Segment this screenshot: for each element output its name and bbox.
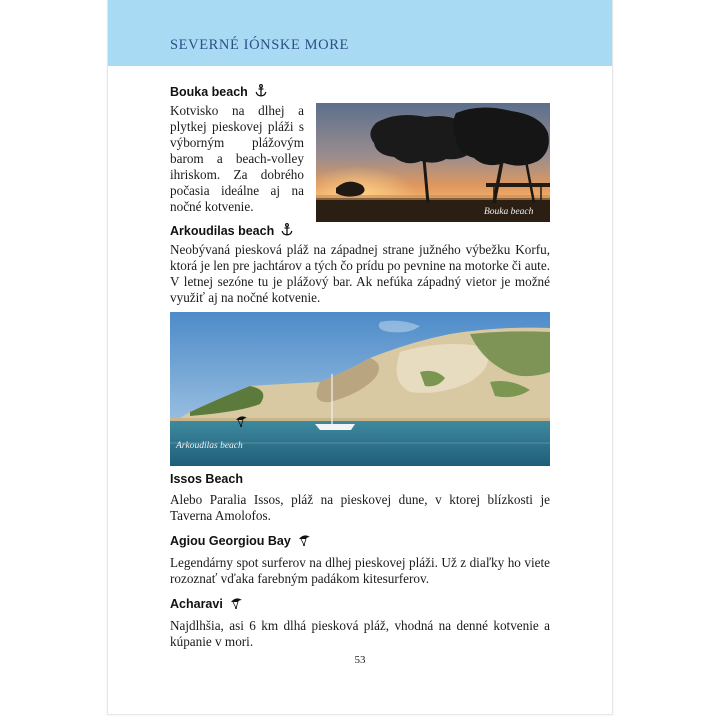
header-band xyxy=(108,0,612,66)
heading-label: Bouka beach xyxy=(170,85,248,99)
section-heading-bouka xyxy=(170,84,267,100)
section-heading-arkoudilas xyxy=(170,223,293,239)
section-heading-agiou-georgiou xyxy=(170,534,311,549)
page-number: 53 xyxy=(354,654,366,666)
kitesurf-icon xyxy=(235,414,248,432)
photo-bouka-beach xyxy=(316,103,550,222)
chapter-title: SEVERNÉ IÓNSKE MORE xyxy=(170,37,349,53)
photo-caption-arkoudilas: Arkoudilas beach xyxy=(176,441,243,451)
photo-caption-bouka: Bouka beach xyxy=(484,207,534,217)
heading-label: Arkoudilas beach xyxy=(170,224,275,238)
section-text-acharavi: Najdlhšia, asi 6 km dlhá piesková pláž, vhodná na denné kotvenie a kúpanie v mori. xyxy=(170,618,550,649)
section-heading-issos xyxy=(170,472,243,486)
anchor-icon xyxy=(255,84,267,100)
document-page xyxy=(107,0,613,715)
section-text-bouka: Kotvisko na dlhej a plytkej pieskovej pláži s výborným plážovým barom a beach-volley ihriskom. Za dobrého počasia ideálne aj na nočné kotvenie. xyxy=(170,103,304,214)
section-text-agiou-georgiou: Legendárny spot surferov na dlhej pieskovej pláži. Už z diaľky ho viete rozoznať vďaka farebným padákom kitesurferov. xyxy=(170,555,550,586)
kitesurf-icon xyxy=(298,534,311,549)
heading-label: Issos Beach xyxy=(170,472,243,486)
section-text-arkoudilas: Neobývaná piesková pláž na západnej strane južného výbežku Korfu, ktorá je len pre jachtárov a tých čo prídu po pevnine na motorke či aute. V letnej sezóne tu je plážový bar. Ak nefúka západný vietor je možné využiť aj na nočné kotvenie. xyxy=(170,242,550,305)
section-text-issos: Alebo Paralia Issos, pláž na pieskovej dune, v ktorej blízkosti je Taverna Amolofos. xyxy=(170,492,550,523)
section-heading-acharavi xyxy=(170,597,243,612)
anchor-icon xyxy=(281,223,293,239)
kitesurf-icon xyxy=(230,597,243,612)
heading-label: Agiou Georgiou Bay xyxy=(170,534,291,548)
heading-label: Acharavi xyxy=(170,597,223,611)
